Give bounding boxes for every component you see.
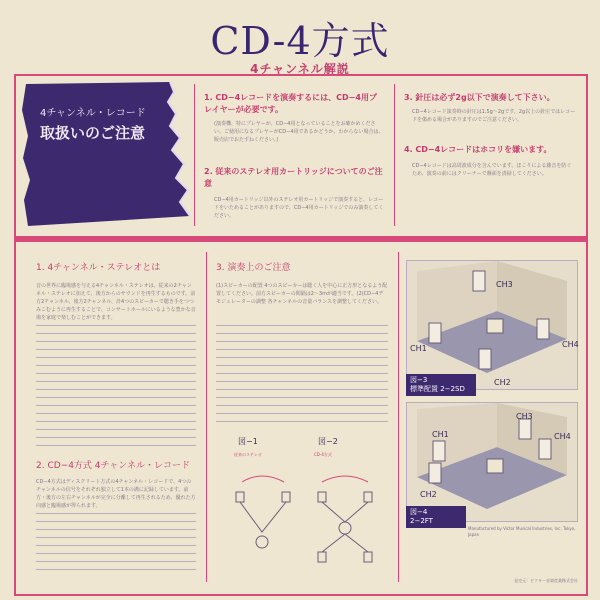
notice-4-heading: 4. CD−4レコードはホコリを嫌います。 [404, 145, 552, 154]
column-divider-top [194, 84, 195, 226]
page-title: CD-4方式 [210, 19, 390, 63]
figure-4 [406, 402, 578, 522]
section-1-text-lines [36, 322, 196, 448]
section-1-body: 音の世界に臨場感を与える4チャンネル・ステレオは、従来の2チャンネル・ステレオに加えて、後方からのサウンドを再生するものです。前方2チャンネル、後方2チャンネル、計4つのスピーカーで聴き手をつつみこむように再生することで、コンサートホールにいるような豊かな音場を家庭で楽しむことができます。 [36, 283, 196, 321]
section-2-heading: 2. CD−4方式 4チャンネル・レコード [36, 461, 190, 471]
column-divider-bottom [206, 252, 207, 582]
notice-3-heading: 3. 針圧は必ず2g以下で演奏して下さい。 [404, 93, 555, 102]
notice-2-heading: 2. 従来のステレオ用カートリッジについてのご注意 [204, 167, 383, 188]
figure-3-ch3: CH3 [496, 280, 513, 289]
figure-4-tag [406, 506, 466, 528]
footer-manufacturer-note: Manufactured by Victor Musical Industries, Inc. Tokyo, Japan [468, 526, 576, 537]
page-subtitle: 4チャンネル解説 [250, 62, 350, 76]
figure-4-ch2: CH2 [420, 490, 437, 499]
section-3-heading: 3. 演奏上のご注意 [216, 263, 291, 273]
figure-1-caption: 従来のステレオ [234, 452, 262, 457]
intro-kicker: 4チャンネル・レコード [40, 108, 146, 119]
figure-3-ch4: CH4 [562, 340, 579, 349]
section-3-text-lines [216, 322, 388, 422]
notice-3-body: CD−4レコード演奏時の針圧は1.5g〜2gです。2g以上の針圧ではレコードを傷める場合がありますのでご注意ください。 [412, 109, 576, 123]
figure-4-ch4: CH4 [554, 432, 571, 441]
intro-box-shape [20, 80, 192, 230]
figure-1-2-diagram [222, 462, 386, 572]
figure-4-ch3: CH3 [516, 412, 533, 421]
column-divider-bottom-2 [398, 252, 399, 582]
figure-3-ch2: CH2 [494, 378, 511, 387]
section-2-text-lines [36, 510, 196, 576]
figure-4-room [407, 403, 577, 521]
figure-3-tag-subtitle: 標準配置 2−2SD [410, 385, 465, 393]
figure-3-tag [406, 374, 476, 396]
figure-4-tag-subtitle: 2−2FT [410, 517, 433, 525]
notice-2-body: CD−4用カートリッジ以外のステレオ用カートリッジで演奏すると、レコードをいためることがありますので、CD−4用カートリッジでのみ演奏してください。 [214, 197, 384, 219]
section-2-body: CD−4方式はディスクリート方式の4チャンネル・レコードで、4つのチャンネルの信号をそれぞれ独立して1本の溝に記録しています。前方・後方の左右チャンネルが完全に分離して再生されるため、優れた方向感と臨場感が得られます。 [36, 479, 196, 509]
intro-heading: 取扱いのご注意 [40, 124, 146, 142]
figure-2-label: 図−2 [318, 437, 338, 446]
figure-4-ch1: CH1 [432, 430, 449, 439]
figure-4-tag-number: 図−4 [410, 508, 428, 516]
figure-1-label: 図−1 [238, 437, 258, 446]
figure-3-ch1: CH1 [410, 344, 427, 353]
figure-3-room [407, 261, 577, 389]
figure-3 [406, 260, 578, 390]
footer-publisher: 発売元：ビクター音楽産業株式会社 [514, 578, 578, 583]
section-1-heading: 1. 4チャンネル・ステレオとは [36, 263, 161, 273]
notice-1-heading: 1. CD−4レコードを演奏するには、CD−4用プレイヤーが必要です。 [204, 93, 377, 114]
notice-4-body: CD−4レコードは高周波成分を含んでいます。ほこりによる雑音を防ぐため、演奏の前にはクリーナーで盤面を清掃してください。 [412, 163, 572, 177]
figure-2-caption: CD-4方式 [314, 452, 332, 457]
notice-1-body: (演奏機、特にプレヤーが、CD−4用となっていることをお確かめください。ご使用になるプレヤーがCD−4用であるかどうか、わからない場合は、販売店でおたずねください。) [214, 121, 384, 143]
divider-band [14, 236, 588, 242]
section-3-body: (1)スピーカーの配置 4つのスピーカーは聴く人を中心に正方形となるよう配置してください。前方スピーカーの間隔は2〜3mが適当です。(2)CD−4デモジュレーターの調整 各チャンネルの音量バランスを調整してください。 [216, 283, 388, 305]
figure-3-tag-number: 図−3 [410, 376, 428, 384]
column-divider-top-2 [394, 84, 395, 226]
